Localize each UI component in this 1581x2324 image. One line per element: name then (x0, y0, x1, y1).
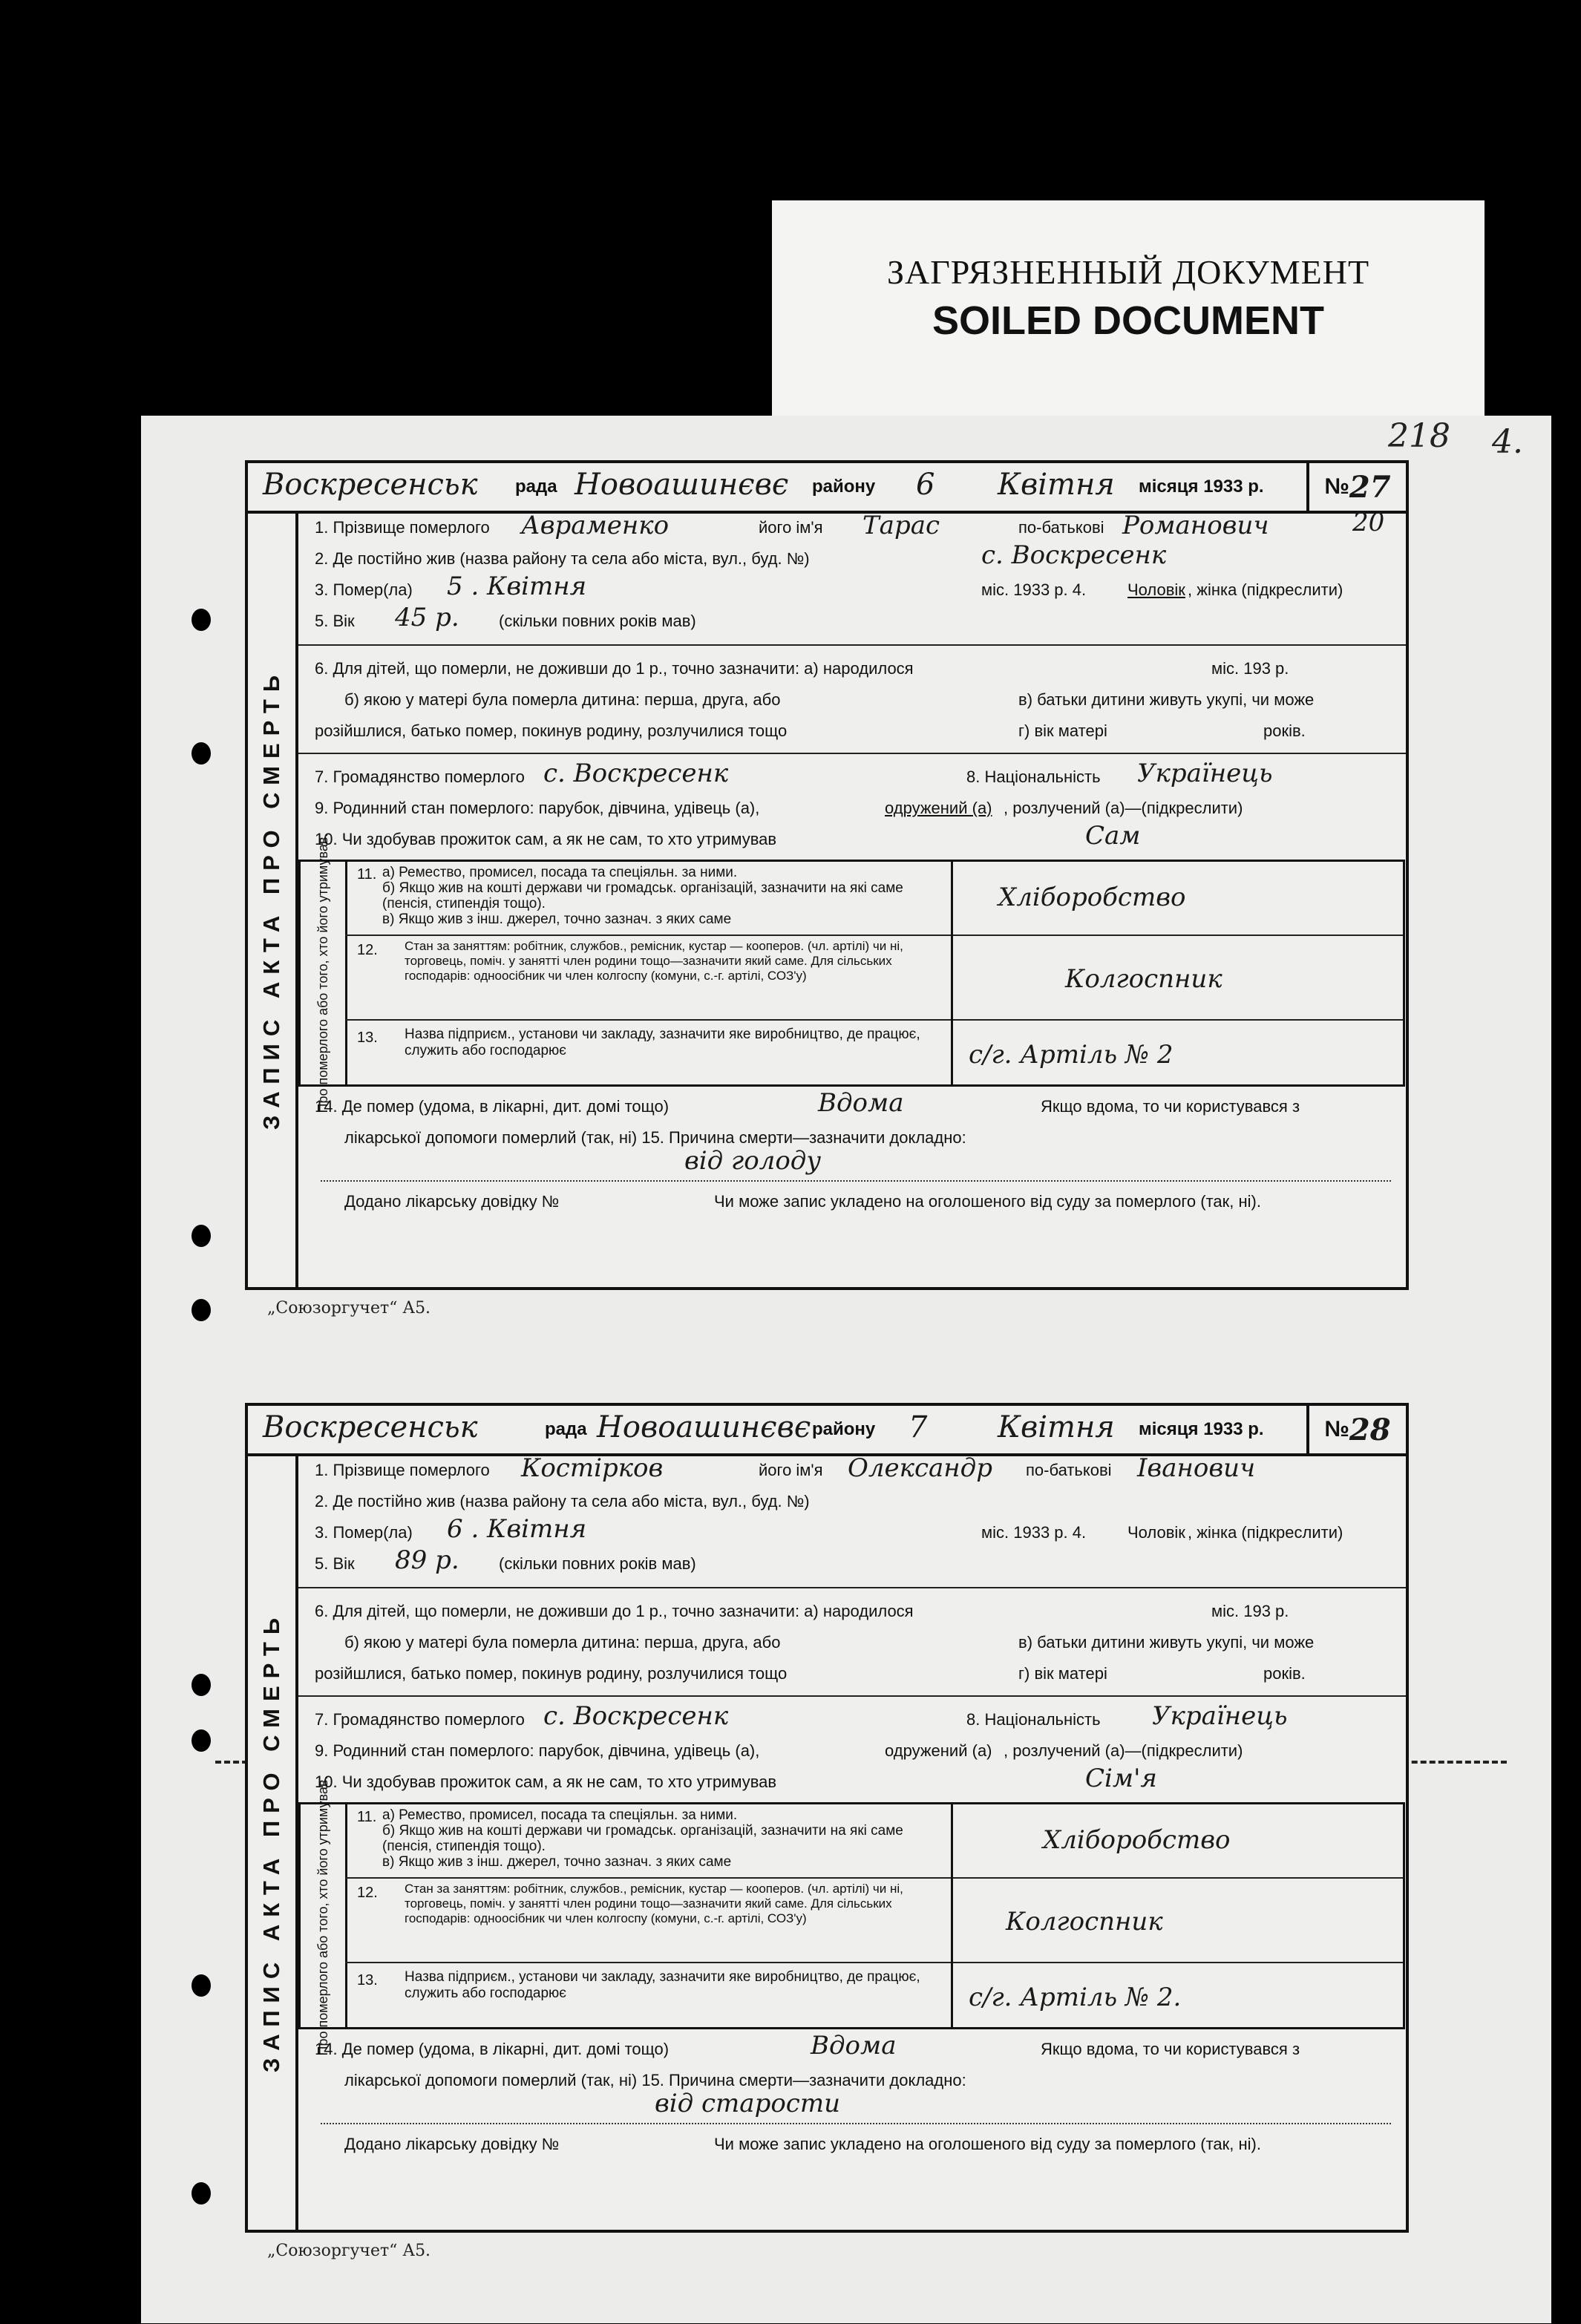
marital-rest: , розлучений (а)—(підкреслити) (1004, 1741, 1243, 1760)
item11-number: 11. (357, 866, 377, 883)
item11a: а) Ремество, промисел, посада та спеціяльн. за ними. (382, 865, 738, 880)
patronymic-label: по-батькові (1026, 1461, 1112, 1479)
court-label: Чи може запис укладено на оголошеного від суду за померлого (так, ні). (714, 2135, 1261, 2153)
divider (345, 1877, 1403, 1879)
age-note: (скільки повних років мав) (499, 1554, 696, 1573)
item13-text: Назва підприєм., установи чи закладу, зазначити яке виробництво, де працює, служить або господарює (405, 1027, 920, 1058)
divider (298, 1587, 1406, 1588)
item11-number: 11. (357, 1809, 377, 1825)
month-year-label: місяця 1933 р. (1139, 1419, 1264, 1439)
support-label: 10. Чи здобував прожиток сам, а як не сам, то хто утримував (315, 830, 777, 848)
parents-status-label: розійшлися, батько помер, покинув родину, розлучилися тощо (315, 1664, 788, 1683)
item12-number: 12. (357, 1885, 378, 1901)
sidebar (248, 511, 298, 1287)
month-value: Квітня (998, 1410, 1115, 1444)
sex-male: Чоловік (1127, 580, 1185, 599)
card-body (298, 508, 1406, 1287)
name-label: його ім'я (759, 518, 823, 537)
citizenship-label: 7. Громадянство померлого (315, 1710, 525, 1729)
card-header (248, 463, 1406, 514)
child-born-label: 6. Для дітей, що померли, не доживши до 1 р., точно зазначити: а) народилося (315, 659, 914, 678)
residence-label: 2. Де постійно жив (назва району та села або міста, вул., буд. №) (315, 1492, 810, 1510)
cause-value: від старости (655, 2089, 840, 2118)
marital-label: 9. Родинний стан померлого: парубок, дівчина, удівець (а), (315, 1741, 760, 1760)
item12-text: Стан за заняттям: робітник, службов., ремісник, кустар — кооперов. (чл. артілі) чи ні, торговець, поміч. у занятті член родини тощо—зазначити який саме. Для сільських господарів: одноосібник чи член колгоспу (комуни, с.-г. артілі, СОЗ'у) (405, 939, 903, 983)
divider (345, 1962, 1403, 1963)
surname-value: Костірков (521, 1453, 664, 1483)
record-number: 27 (1349, 469, 1391, 505)
residence-value: с. Воскресенк (981, 540, 1167, 570)
death-record-card-2 (245, 1403, 1409, 2233)
parents-label: в) батьки дитини живуть укупі, чи може (1018, 1633, 1315, 1652)
occupation-value: Хліборобство (1043, 1825, 1231, 1855)
binder-hole (192, 1974, 211, 1997)
item13-number: 13. (357, 1972, 378, 1989)
support-value: Сам (1085, 821, 1141, 851)
sidebar (248, 1453, 298, 2230)
district-name: Новоашинєвє (575, 468, 789, 502)
home-help-label: Якщо вдома, то чи користувався з (1041, 2040, 1300, 2058)
marital-married: одружений (а) (885, 799, 992, 817)
certificate-label: Додано лікарську довідку № (344, 1192, 560, 1211)
child-born-label: 6. Для дітей, що померли, не доживши до 1 р., точно зазначити: а) народилося (315, 1602, 914, 1620)
nationality-value: Українець (1137, 759, 1273, 788)
cause-value: від голоду (684, 1146, 822, 1176)
mother-age-label: г) вік матері (1018, 721, 1107, 740)
name-label: його ім'я (759, 1461, 823, 1479)
district-name: Новоашинєвє (597, 1410, 811, 1444)
divider (298, 1695, 1406, 1697)
sidebar-title: ЗАПИС АКТА ПРО СМЕРТЬ (258, 1610, 284, 2073)
court-label: Чи може запис укладено на оголошеного від суду за померлого (так, ні). (714, 1192, 1261, 1211)
death-place-label: 14. Де помер (удома, в лікарні, дит. домі тощо) (315, 2040, 670, 2058)
dotted-line (321, 1180, 1391, 1182)
column-divider (951, 862, 953, 1084)
binder-hole (192, 1674, 211, 1696)
item12-number: 12. (357, 942, 378, 958)
day-value: 6 (916, 468, 935, 502)
year-label: міс. 1933 р. 4. (981, 580, 1087, 599)
years-label: років. (1263, 1664, 1306, 1683)
rada-label: рада (545, 1419, 587, 1439)
item11b: б) Якщо жив на коштi держави чи громадськ. організацій, зазначити на які саме (пенсія, стипендія тощо). (382, 880, 903, 911)
soiled-document-label (772, 200, 1485, 423)
item11a: а) Ремество, промисел, посада та спеціяльн. за ними. (382, 1807, 738, 1823)
marital-rest: , розлучений (а)—(підкреслити) (1004, 799, 1243, 817)
record-number-box (1306, 463, 1406, 511)
support-label: 10. Чи здобував прожиток сам, а як не сам, то хто утримував (315, 1773, 777, 1791)
citizenship-value: с. Воскресенк (543, 759, 729, 788)
sub-sidebar-label: Про померлого або того, хто його утримував. (315, 833, 330, 1113)
year-label: міс. 1933 р. 4. (981, 1523, 1087, 1542)
sub-sidebar (301, 833, 347, 1113)
patronymic-value: Іванович (1137, 1453, 1256, 1483)
surname-label: 1. Прізвище померлого (315, 1461, 490, 1479)
residence-label: 2. Де постійно жив (назва району та села або міста, вул., буд. №) (315, 549, 810, 568)
death-date-value: 5 . Квітня (447, 572, 587, 601)
age-label: 5. Вік (315, 612, 355, 630)
child-order-label: б) якою у матері була померла дитина: перша, друга, або (344, 1633, 781, 1652)
label-english: SOILED DOCUMENT (932, 298, 1324, 343)
binder-hole (192, 1299, 211, 1321)
item11-text (382, 1807, 946, 1870)
age-note: (скільки повних років мав) (499, 612, 696, 630)
card-body (298, 1453, 1406, 2230)
child-born-year: міс. 193 р. (1211, 1602, 1289, 1620)
binder-hole (192, 609, 211, 631)
item13-text: Назва підприєм., установи чи закладу, зазначити яке виробництво, де працює, служить або господарює (405, 1969, 920, 2001)
dotted-line (321, 2123, 1391, 2124)
patronymic-value: Романович (1122, 511, 1269, 540)
nationality-label: 8. Національність (966, 767, 1101, 786)
publisher-mark: „Союзоргучет“ А5. (267, 2242, 431, 2260)
extra-number: 20 (1352, 508, 1385, 537)
publisher-mark: „Союзоргучет“ А5. (267, 1299, 431, 1318)
sub-sidebar (301, 1775, 347, 2056)
rayonu-label: району (812, 1419, 876, 1439)
child-born-year: міс. 193 р. (1211, 659, 1289, 678)
binder-hole (192, 742, 211, 765)
status-value: Колгоспник (1006, 1907, 1163, 1937)
home-help-label: Якщо вдома, то чи користувався з (1041, 1097, 1300, 1116)
divider (345, 1019, 1403, 1021)
marital-label: 9. Родинний стан померлого: парубок, дівчина, удівець (а), (315, 799, 760, 817)
years-label: років. (1263, 721, 1306, 740)
item12-text: Стан за заняттям: робітник, службов., ремісник, кустар — кооперов. (чл. артілі) чи ні, торговець, поміч. у занятті член родини тощо—зазначити який саме. Для сільських господарів: одноосібник чи член колгоспу (комуни, с.-г. артілі, СОЗ'у) (405, 1882, 903, 1925)
death-place-label: 14. Де помер (удома, в лікарні, дит. домі тощо) (315, 1097, 670, 1116)
death-place-value: Вдома (811, 2031, 897, 2060)
binder-hole (192, 1225, 211, 1247)
child-order-label: б) якою у матері була померла дитина: перша, друга, або (344, 690, 781, 709)
nationality-label: 8. Національність (966, 1710, 1101, 1729)
item11b: б) Якщо жив на коштi держави чи громадськ. організацій, зазначити на які саме (пенсія, стипендія тощо). (382, 1823, 903, 1854)
item13-number: 13. (357, 1030, 378, 1046)
sex-rest: , жінка (підкреслити) (1188, 580, 1343, 599)
month-value: Квітня (998, 468, 1115, 502)
age-value: 89 р. (395, 1545, 459, 1575)
death-place-value: Вдома (818, 1088, 904, 1118)
marital-married: одружений (а) (885, 1741, 992, 1760)
cause-label: лікарської допомоги померлий (так, ні) 15. Причина смерти—зазначити докладно: (344, 1128, 966, 1147)
divider (298, 644, 1406, 646)
item11c: в) Якщо жив з інш. джерел, точно зазнач. з яких саме (382, 911, 732, 927)
sub-sidebar-label: Про померлого або того, хто його утримував. (315, 1775, 330, 2056)
mother-age-label: г) вік матері (1018, 1664, 1107, 1683)
cause-label: лікарської допомоги померлий (так, ні) 15. Причина смерти—зазначити докладно: (344, 2071, 966, 2089)
name-value: Олександр (848, 1453, 992, 1483)
sex-male: Чоловік (1127, 1523, 1185, 1542)
age-value: 45 р. (395, 603, 459, 632)
parents-label: в) батьки дитини живуть укупі, чи може (1018, 690, 1315, 709)
rayonu-label: району (812, 477, 876, 497)
village-name: Воскресенськ (263, 468, 478, 502)
divider (298, 753, 1406, 754)
death-record-card-1 (245, 460, 1409, 1290)
record-number: 28 (1349, 1412, 1391, 1447)
sex-rest: , жінка (підкреслити) (1188, 1523, 1343, 1542)
surname-label: 1. Прізвище померлого (315, 518, 490, 537)
page-number: 218 (1388, 417, 1450, 455)
number-label: № (1324, 1417, 1349, 1441)
item11-text (382, 865, 946, 927)
status-value: Колгоспник (1065, 964, 1222, 994)
binder-hole (192, 1729, 211, 1752)
certificate-label: Додано лікарську довідку № (344, 2135, 560, 2153)
workplace-value: с/г. Артіль № 2. (969, 1983, 1182, 2012)
nationality-value: Українець (1152, 1701, 1288, 1731)
death-date-label: 3. Помер(ла) (315, 1523, 413, 1542)
patronymic-label: по-батькові (1018, 518, 1104, 537)
binder-hole (192, 2182, 211, 2204)
parents-status-label: розійшлися, батько помер, покинув родину, розлучилися тощо (315, 721, 788, 740)
surname-value: Авраменко (521, 511, 670, 540)
citizenship-label: 7. Громадянство померлого (315, 767, 525, 786)
day-value: 7 (909, 1410, 928, 1444)
citizenship-value: с. Воскресенк (543, 1701, 729, 1731)
card-header (248, 1406, 1406, 1456)
workplace-value: с/г. Артіль № 2 (969, 1040, 1174, 1070)
label-russian: ЗАГРЯЗНЕННЫЙ ДОКУМЕНТ (886, 253, 1370, 291)
number-label: № (1324, 474, 1349, 499)
rada-label: рада (515, 477, 557, 497)
death-date-label: 3. Помер(ла) (315, 580, 413, 599)
village-name: Воскресенськ (263, 1410, 478, 1444)
item11c: в) Якщо жив з інш. джерел, точно зазнач. з яких саме (382, 1854, 732, 1870)
age-label: 5. Вік (315, 1554, 355, 1573)
divider (345, 934, 1403, 936)
column-divider (951, 1804, 953, 2027)
sidebar-title: ЗАПИС АКТА ПРО СМЕРТЬ (258, 667, 284, 1130)
sheet-number: 4. (1492, 423, 1523, 461)
name-value: Тарас (862, 511, 940, 540)
record-number-box (1306, 1406, 1406, 1453)
month-year-label: місяця 1933 р. (1139, 477, 1264, 497)
occupation-value: Хліборобство (998, 883, 1186, 912)
death-date-value: 6 . Квітня (447, 1514, 587, 1544)
support-value: Сім'я (1085, 1764, 1157, 1793)
